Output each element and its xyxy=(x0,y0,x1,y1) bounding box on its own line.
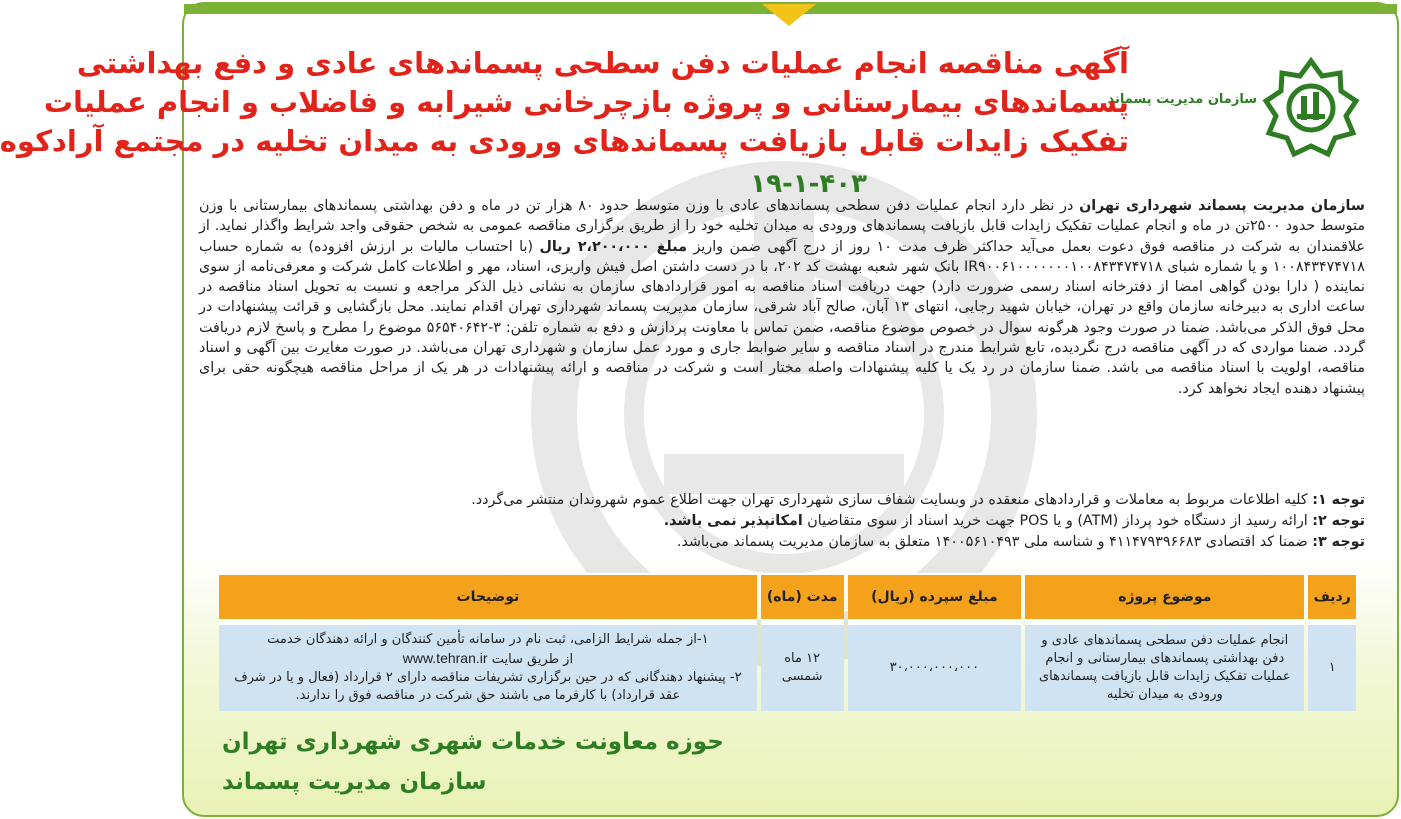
header-description: توضیحات xyxy=(219,573,757,619)
footer-signature xyxy=(222,722,724,802)
note-label: توجه ۲: xyxy=(1312,513,1365,529)
header-topic: موضوع پروژه xyxy=(1025,573,1304,619)
cell-topic: انجام عملیات دفن سطحی پسماندهای عادی و دفن بهداشتی پسماندهای بیمارستانی و انجام عملیات تفکیک زایدات قابل بازیافت پسماندهای ورودی به میدان تخلیه xyxy=(1025,619,1304,711)
description-item-2: ۲- پیشنهاد دهندگانی که در حین برگزاری تشریفات مناقصه دارای ۲ قرارداد (فعال و یا در شرف عقد قرارداد) با کارفرما می باشند حق شرکت در مناقصه فوق را ندارند. xyxy=(234,670,742,703)
notice-frame xyxy=(0,2,1399,817)
cell-description xyxy=(219,619,757,711)
description-site-line xyxy=(227,649,749,669)
title-line-1: آگهی مناقصه انجام عملیات دفن سطحی پسماندهای عادی و دفع بهداشتی xyxy=(76,46,1129,80)
header-duration: مدت (ماه) xyxy=(761,573,844,619)
note-text: کلیه اطلاعات مربوط به معاملات و قراردادهای منعقده در وبسایت شفاف سازی شهرداری تهران جهت اطلاع عموم شهروندان منتشر می‌گردد. xyxy=(471,492,1313,508)
title-line-2: پسماندهای بیمارستانی و پروژه بازچرخانی شیرابه و فاضلاب و انجام عملیات xyxy=(43,85,1129,119)
header-row-number: ردیف xyxy=(1308,573,1356,619)
note-label: توجه ۳: xyxy=(1312,534,1365,550)
website-link[interactable]: www.tehran.ir xyxy=(402,650,488,666)
note-1 xyxy=(199,490,1365,511)
body-lead: سازمان مدیریت پسماند شهرداری تهران xyxy=(1079,198,1365,214)
description-item-1: ۱-از جمله شرایط الزامی، ثبت نام در سامانه تأمین کنندگان و ارائه دهندگان خدمت xyxy=(267,632,709,647)
footer-line-2: سازمان مدیریت پسماند xyxy=(222,769,487,795)
note-text: ضمنا کد اقتصادی ۴۱۱۴۷۹۳۹۶۶۸۳ و شناسه ملی ۱۴۰۰۵۶۱۰۴۹۳ متعلق به سازمان مدیریت پسماند می‌باشد. xyxy=(676,534,1313,550)
note-2 xyxy=(199,511,1365,532)
duration-value: ۱۲ ماه xyxy=(784,651,821,666)
header-deposit: مبلغ سپرده (ریال) xyxy=(848,573,1022,619)
body-text-1: در نظر دارد انجام عملیات دفن سطحی پسماندهای عادی با وزن متوسط حدود ۸۰ هزار تن در ماه و دفن بهداشتی پسماندهای بیمارستانی با وزن متوسط حدود ۲۵۰۰تن در ماه و انجام عملیات تفکیک زایدات قابل بازیافت پسماندهای ورودی به میدان تخلیه خود را از طریق برگزاری مناقصه عمومی به شخص حقوقی واجد شرایط واگذار نماید. از علاقمندان به شرکت در مناقصه فوق دعوت بعمل می‌آید حداکثر ظرف مدت ۱۰ روز از درج آگهی ضمن واریز xyxy=(199,198,1365,255)
cell-row-number: ۱ xyxy=(1308,619,1356,711)
description-site-label: از طریق سایت xyxy=(491,652,574,667)
title-line-3: تفکیک زایدات قابل بازیافت پسماندهای ورودی به میدان تخلیه در مجتمع آرادکوه xyxy=(0,124,1129,158)
table-row xyxy=(219,619,1356,711)
duration-unit: شمسی xyxy=(781,669,823,684)
tender-number: ۱۹-۱-۴۰۳ xyxy=(750,169,867,199)
notice-title xyxy=(0,44,1129,161)
tehran-municipality-logo-icon xyxy=(1261,56,1361,156)
note-bold-tail: امکانپذیر نمی باشد. xyxy=(663,513,803,529)
body-amount: مبلغ ۲،۲۰۰،۰۰۰ ریال xyxy=(539,238,687,255)
cell-deposit: ۳۰،۰۰۰،۰۰۰،۰۰۰ xyxy=(848,619,1022,711)
top-tab-arrow-icon xyxy=(762,4,816,28)
note-text: ارائه رسید از دستگاه خود پرداز (ATM) و یا POS جهت خرید اسناد از سوی متقاضیان xyxy=(802,513,1313,529)
org-name-header: سازمان مدیریت پسماند xyxy=(1107,92,1257,107)
notes-block xyxy=(199,490,1365,553)
footer-line-1: حوزه معاونت خدمات شهری شهرداری تهران xyxy=(222,729,724,755)
note-label: توجه ۱: xyxy=(1312,492,1365,508)
body-text-2: (با احتساب مالیات بر ارزش افزوده) به شماره حساب ۱۰۰۸۴۳۴۷۴۷۱۸ و یا شماره شبای IR۹۰۰۶۱۰۰۰۰۰۰۰۱۰۰۸۴۳۴۷۴۷۱۸ بانک شهر شعبه بهشت کد ۲۰۲، با در دست داشتن اصل فیش واریزی، اسناد، مهر و اطلاعات کامل شرکت و معرفی‌نامه از سوی نماینده ( دارا بودن گواهی امضا از دفترخانه اسناد رسمی ضرورت دارد) جهت دریافت اسناد مناقصه به امور قراردادهای سازمان به نشانی ذیل الذکر مراجعه و نسبت به تحویل اسناد مناقصه در ساعت اداری به دبیرخانه سازمان واقع در تهران، خیابان شهید رجایی، انتهای ۱۳ آبان، صالح آباد شرقی، سازمان مدیریت پسماند شهرداری تهران اقدام نمایند. محل بازگشایی و قرائت پیشنهادات در محل فوق الذکر می‌باشد. ضمنا در صورت وجود هرگونه سوال در خصوص موضوع مناقصه، ضمن تماس با معاونت پردازش و دفع به شماره تلفن: ۳-۵۶۵۴۰۶۴۲ موضوع را مطرح و پاسخ لازم دریافت گردد. ضمنا مواردی که در آگهی مناقصه درج نگردیده، تابع شرایط مندرج در اسناد مناقصه و سایر ضوابط جاری و مورد عمل سازمان و شهرداری تهران می‌باشد. در صورت مغایرت بین آگهی و اسناد مناقصه، اولویت با اسناد مناقصه می باشد. ضمنا سازمان در رد یک یا کلیه پیشنهادات واصله مختار است و شرکت در مناقصه و ارائه پیشنهادات در هر یک از مراحل مناقصه هیچگونه حقی برای پیشنهاد دهنده ایجاد نخواهد کرد. xyxy=(199,238,1365,397)
cell-duration xyxy=(761,619,844,711)
note-3 xyxy=(199,532,1365,553)
table-header-row xyxy=(219,573,1356,619)
tender-table xyxy=(215,573,1360,711)
notice-body xyxy=(199,196,1365,399)
